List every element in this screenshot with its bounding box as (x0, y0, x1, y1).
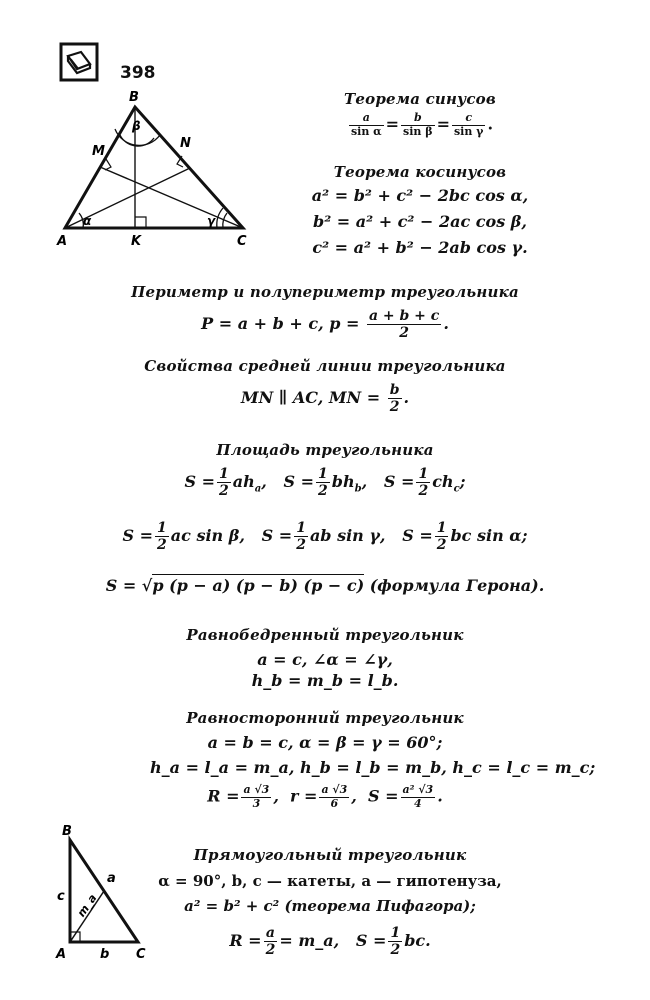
equilateral-line-3: R = $\frac{a √3}{3}$ , r = $\frac{a √3}{6}$ , S = $\frac{\text{a² √3}}{4}$ . (207, 783, 443, 810)
heron-formula: S = √p (p − a) (p − b) (p − c) (формула Герона). (105, 576, 545, 595)
right-triangle-line-2: a² = b² + c² (теорема Пифагора); (184, 897, 476, 915)
figure1-label-gamma: γ (207, 214, 216, 228)
figure2-label-b: b (100, 947, 110, 962)
equilateral-title: Равносторонний треугольник (186, 709, 464, 727)
right-triangle-line-1: α = 90°, b, c — катеты, a — гипотенуза, (158, 872, 502, 890)
midline-formula: MN ∥ AC, MN = $\frac{b}{2}$ . (240, 382, 410, 416)
figure2-label-ma: m_a (74, 891, 100, 920)
perimeter-formula: P = a + b + c, p = $\frac{a + b + c}{2}$ . (201, 308, 449, 342)
figure1-label-B: B (129, 90, 139, 105)
figure2-label-a: a (107, 871, 116, 886)
figure2-label-c: c (57, 889, 65, 904)
perimeter-title: Периметр и полупериметр треугольника (131, 283, 519, 301)
right-triangle-title: Прямоугольный треугольник (193, 846, 467, 864)
right-triangle-figure (52, 820, 162, 965)
figure2-label-A: A (56, 947, 67, 962)
sines-formula: $\frac{a}{\text{sin α}}$ = $\frac{b}{\text{sin β}}$ = $\frac{c}{\text{sin γ}}$ . (350, 111, 494, 138)
isosceles-line-2: h_b = m_b = l_b. (251, 671, 399, 690)
cosines-line-1: a² = b² + c² − 2bc cos α, (311, 186, 529, 205)
problem-number: 398 (120, 63, 156, 83)
figure2-label-B: B (62, 824, 72, 839)
figure1-label-alpha: α (83, 214, 92, 228)
figure1-label-K: K (131, 234, 142, 249)
area-title: Площадь треугольника (216, 441, 434, 459)
isosceles-line-1: a = c, ∠α = ∠γ, (257, 650, 393, 669)
isosceles-title: Равнобедренный треугольник (186, 626, 464, 644)
cosines-title: Теорема косинусов (333, 163, 507, 181)
right-triangle-line-3: R = $\frac{a}{2}$ = m_a, S = $\frac{1}{2}$ bc. (229, 925, 431, 959)
equilateral-line-2: h_a = l_a = m_a, h_b = l_b = m_b, h_c = l_c = m_c; (150, 758, 596, 777)
area-row-1: S = $\frac{1}{2}$ $ah_a$, S = $\frac{1}{2}$ $bh_b$, S = $\frac{1}{2}$ $ch_c$; (184, 466, 466, 500)
book-icon (59, 42, 99, 82)
figure1-label-A: A (57, 234, 68, 249)
figure1-label-M: M (92, 144, 105, 159)
midline-title: Свойства средней линии треугольника (144, 357, 506, 375)
cosines-line-2: b² = a² + c² − 2ac cos β, (313, 212, 527, 231)
cosines-line-3: c² = a² + b² − 2ab cos γ. (312, 238, 528, 257)
equilateral-line-1: a = b = c, α = β = γ = 60°; (207, 733, 443, 752)
figure1-label-beta: β (132, 119, 141, 133)
sines-title: Теорема синусов (344, 90, 496, 108)
figure2-label-C: C (136, 947, 146, 962)
area-row-2: S = $\frac{1}{2}$ ac sin β, S = $\frac{1}{2}$ ab sin γ, S = $\frac{1}{2}$ bc sin α; (122, 520, 528, 554)
figure1-label-N: N (180, 136, 191, 151)
figure1-label-C: C (237, 234, 247, 249)
triangle-figure (55, 85, 255, 250)
